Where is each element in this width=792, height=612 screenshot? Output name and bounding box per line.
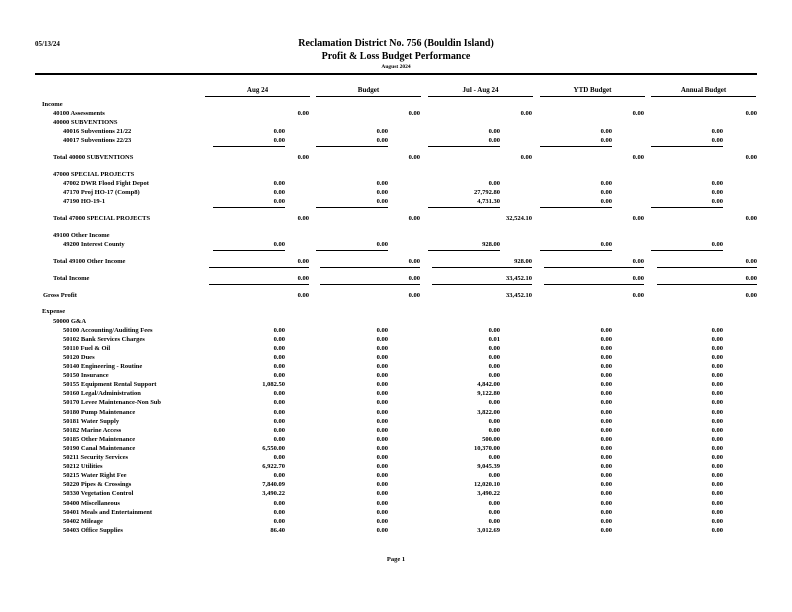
header-rule — [35, 73, 757, 75]
row-label: 50160 Legal/Administration — [63, 390, 141, 398]
row-label: 50170 Levee Maintenance-Non Sub — [63, 399, 162, 407]
row-value: 0.00 — [711, 526, 723, 534]
row-value: 9,045.39 — [477, 463, 500, 471]
column-header-underline — [205, 96, 310, 97]
row-value: 3,012.69 — [477, 526, 500, 534]
row-value: 0.00 — [273, 454, 285, 462]
row-value: 0.00 — [600, 454, 612, 462]
subtotal-underline — [209, 267, 309, 268]
row-value: 0.00 — [632, 257, 644, 265]
report-row — [0, 119, 792, 128]
row-label: 47002 DWR Flood Fight Depot — [63, 180, 149, 188]
subtotal-underline — [213, 250, 285, 251]
row-value: 0.00 — [376, 517, 388, 525]
row-value: 0.00 — [273, 435, 285, 443]
row-value: 0.00 — [376, 426, 388, 434]
row-value: 0.00 — [711, 499, 723, 507]
row-value: 0.00 — [600, 499, 612, 507]
row-label: 50180 Pump Maintenance — [63, 408, 136, 416]
row-value: 0.00 — [488, 128, 500, 136]
row-value: 0.00 — [600, 335, 612, 343]
subtotal-underline — [209, 284, 309, 285]
column-header-underline — [316, 96, 421, 97]
row-value: 0.00 — [376, 241, 388, 249]
row-value: 0.00 — [273, 472, 285, 480]
row-value: 33,452.10 — [506, 274, 532, 282]
row-value: 0.00 — [711, 198, 723, 206]
row-value: 0.00 — [745, 291, 757, 299]
row-value: 0.00 — [273, 363, 285, 371]
row-value: 0.00 — [600, 137, 612, 145]
row-value: 0.00 — [600, 189, 612, 197]
row-value: 0.00 — [711, 363, 723, 371]
row-value: 0.00 — [273, 408, 285, 416]
row-value: 0.00 — [376, 399, 388, 407]
row-value: 0.00 — [273, 372, 285, 380]
report-row — [0, 336, 792, 345]
report-row — [0, 481, 792, 490]
row-label: 50120 Dues — [63, 353, 95, 361]
row-label: 40100 Assessments — [53, 110, 105, 118]
row-value: 0.00 — [273, 390, 285, 398]
row-value: 0.00 — [376, 481, 388, 489]
report-row — [0, 463, 792, 472]
report-period: August 2024 — [381, 64, 411, 70]
row-value: 0.00 — [273, 499, 285, 507]
subtotal-underline — [213, 207, 285, 208]
row-value: 0.00 — [408, 215, 420, 223]
row-value: 0.01 — [488, 335, 500, 343]
row-value: 0.00 — [600, 490, 612, 498]
row-value: 86.40 — [270, 526, 285, 534]
row-value: 0.00 — [273, 180, 285, 188]
row-value: 0.00 — [376, 353, 388, 361]
row-value: 0.00 — [711, 463, 723, 471]
row-value: 0.00 — [488, 426, 500, 434]
subtotal-underline — [651, 207, 723, 208]
row-value: 0.00 — [632, 154, 644, 162]
row-value: 0.00 — [273, 137, 285, 145]
row-value: 0.00 — [297, 215, 309, 223]
row-value: 0.00 — [632, 291, 644, 299]
row-value: 500.00 — [482, 435, 500, 443]
row-value: 0.00 — [600, 435, 612, 443]
row-label: 50402 Mileage — [63, 517, 103, 525]
row-value: 0.00 — [711, 390, 723, 398]
row-value: 0.00 — [273, 399, 285, 407]
row-value: 0.00 — [408, 154, 420, 162]
report-row — [0, 154, 792, 163]
row-value: 0.00 — [600, 390, 612, 398]
row-value: 0.00 — [745, 215, 757, 223]
row-label: 50102 Bank Services Charges — [63, 335, 145, 343]
row-label: 47000 SPECIAL PROJECTS — [53, 171, 135, 179]
report-row — [0, 137, 792, 146]
row-value: 0.00 — [488, 399, 500, 407]
row-value: 0.00 — [297, 257, 309, 265]
column-header-jul-aug24: Jul - Aug 24 — [462, 86, 499, 94]
row-value: 0.00 — [600, 344, 612, 352]
subtotal-underline — [657, 267, 757, 268]
row-value: 0.00 — [376, 344, 388, 352]
row-value: 0.00 — [273, 241, 285, 249]
row-value: 0.00 — [600, 381, 612, 389]
report-row — [0, 436, 792, 445]
row-value: 0.00 — [376, 472, 388, 480]
subtotal-underline — [316, 207, 388, 208]
row-value: 0.00 — [273, 344, 285, 352]
report-date: 05/13/24 — [35, 40, 60, 48]
row-label: 50185 Other Maintenance — [63, 435, 136, 443]
report-row — [0, 445, 792, 454]
row-value: 3,490.22 — [477, 490, 500, 498]
row-value: 0.00 — [600, 463, 612, 471]
report-row — [0, 318, 792, 327]
row-value: 0.00 — [711, 517, 723, 525]
report-row — [0, 372, 792, 381]
report-row — [0, 189, 792, 198]
row-value: 0.00 — [600, 353, 612, 361]
column-header-underline — [428, 96, 533, 97]
row-value: 3,822.00 — [477, 408, 500, 416]
subtotal-underline — [428, 250, 500, 251]
row-value: 6,922.70 — [262, 463, 285, 471]
row-label: 49100 Other Income — [53, 232, 110, 240]
row-value: 0.00 — [600, 241, 612, 249]
subtotal-underline — [316, 250, 388, 251]
row-label: 50403 Office Supplies — [63, 526, 123, 534]
subtotal-underline — [428, 146, 500, 147]
report-row — [0, 427, 792, 436]
report-title: Profit & Loss Budget Performance — [321, 51, 471, 62]
subtotal-underline — [651, 250, 723, 251]
row-value: 0.00 — [600, 363, 612, 371]
row-value: 0.00 — [711, 444, 723, 452]
row-value: 0.00 — [488, 353, 500, 361]
row-label: Total 49100 Other Income — [53, 257, 126, 265]
row-label: Total 40000 SUBVENTIONS — [53, 154, 134, 162]
row-label: Income — [42, 101, 63, 108]
report-row — [0, 454, 792, 463]
report-row — [0, 110, 792, 119]
row-label: 50212 Utilities — [63, 463, 103, 471]
row-value: 0.00 — [376, 390, 388, 398]
row-value: 0.00 — [488, 454, 500, 462]
row-label: 50155 Equipment Rental Support — [63, 381, 157, 389]
row-value: 0.00 — [488, 363, 500, 371]
row-value: 0.00 — [488, 372, 500, 380]
row-value: 0.00 — [600, 481, 612, 489]
row-value: 0.00 — [745, 274, 757, 282]
report-row — [0, 215, 792, 224]
row-value: 0.00 — [600, 426, 612, 434]
row-label: 40017 Subventions 22/23 — [63, 137, 132, 145]
subtotal-underline — [540, 146, 612, 147]
row-value: 0.00 — [600, 408, 612, 416]
row-value: 0.00 — [488, 417, 500, 425]
row-value: 0.00 — [600, 508, 612, 516]
row-value: 0.00 — [376, 463, 388, 471]
page-number: Page 1 — [386, 556, 406, 563]
row-label: Total 47000 SPECIAL PROJECTS — [53, 215, 151, 223]
row-value: 0.00 — [376, 335, 388, 343]
row-value: 0.00 — [600, 517, 612, 525]
subtotal-underline — [428, 207, 500, 208]
report-row — [0, 345, 792, 354]
row-value: 0.00 — [376, 326, 388, 334]
report-row — [0, 363, 792, 372]
row-value: 9,122.80 — [477, 390, 500, 398]
subtotal-underline — [544, 267, 644, 268]
column-header-underline — [651, 96, 756, 97]
row-value: 0.00 — [711, 472, 723, 480]
report-row — [0, 381, 792, 390]
subtotal-underline — [540, 207, 612, 208]
row-value: 0.00 — [632, 215, 644, 223]
row-value: 0.00 — [600, 399, 612, 407]
report-row — [0, 308, 792, 317]
row-value: 0.00 — [711, 137, 723, 145]
row-value: 0.00 — [376, 363, 388, 371]
row-label: 50140 Engineering - Routine — [63, 363, 143, 371]
row-value: 4,731.30 — [477, 198, 500, 206]
row-value: 0.00 — [745, 154, 757, 162]
row-value: 0.00 — [520, 154, 532, 162]
column-header-ytd-budget: YTD Budget — [573, 86, 612, 94]
row-value: 0.00 — [488, 508, 500, 516]
row-label: Gross Profit — [43, 291, 77, 299]
row-value: 0.00 — [408, 291, 420, 299]
row-label: 50150 Insurance — [63, 372, 109, 380]
row-value: 0.00 — [745, 257, 757, 265]
row-value: 0.00 — [711, 128, 723, 136]
report-row — [0, 101, 792, 110]
row-value: 0.00 — [600, 198, 612, 206]
row-value: 0.00 — [273, 326, 285, 334]
row-value: 4,842.00 — [477, 381, 500, 389]
row-value: 928.00 — [514, 257, 532, 265]
report-row — [0, 180, 792, 189]
row-value: 33,452.10 — [506, 291, 532, 299]
report-row — [0, 409, 792, 418]
subtotal-underline — [213, 146, 285, 147]
row-value: 32,524.10 — [506, 215, 532, 223]
row-value: 0.00 — [711, 180, 723, 188]
row-label: 50330 Vegetation Control — [63, 490, 134, 498]
row-value: 928.00 — [482, 241, 500, 249]
row-value: 0.00 — [273, 426, 285, 434]
row-value: 0.00 — [273, 517, 285, 525]
row-value: 0.00 — [711, 326, 723, 334]
row-value: 0.00 — [273, 335, 285, 343]
report-row — [0, 399, 792, 408]
row-value: 0.00 — [600, 180, 612, 188]
row-value: 0.00 — [376, 137, 388, 145]
row-value: 0.00 — [711, 399, 723, 407]
row-value: 0.00 — [488, 344, 500, 352]
subtotal-underline — [540, 250, 612, 251]
row-value: 0.00 — [600, 472, 612, 480]
report-row — [0, 232, 792, 241]
row-label: 50181 Water Supply — [63, 417, 120, 425]
row-value: 10,370.00 — [474, 444, 500, 452]
subtotal-underline — [316, 146, 388, 147]
row-value: 0.00 — [273, 128, 285, 136]
row-value: 0.00 — [273, 198, 285, 206]
row-value: 0.00 — [600, 128, 612, 136]
row-value: 0.00 — [711, 508, 723, 516]
row-value: 0.00 — [297, 291, 309, 299]
report-row — [0, 418, 792, 427]
report-row — [0, 198, 792, 207]
subtotal-underline — [651, 146, 723, 147]
row-value: 0.00 — [408, 274, 420, 282]
row-value: 0.00 — [376, 499, 388, 507]
row-value: 0.00 — [600, 526, 612, 534]
row-value: 0.00 — [711, 335, 723, 343]
row-value: 0.00 — [273, 189, 285, 197]
row-value: 0.00 — [376, 454, 388, 462]
row-value: 0.00 — [376, 180, 388, 188]
subtotal-underline — [320, 284, 420, 285]
row-value: 0.00 — [632, 110, 644, 118]
row-value: 0.00 — [488, 517, 500, 525]
row-value: 0.00 — [297, 154, 309, 162]
row-value: 0.00 — [376, 508, 388, 516]
row-value: 0.00 — [711, 490, 723, 498]
row-value: 0.00 — [273, 353, 285, 361]
row-value: 0.00 — [488, 180, 500, 188]
row-value: 0.00 — [520, 110, 532, 118]
row-value: 0.00 — [711, 381, 723, 389]
report-row — [0, 258, 792, 267]
row-value: 0.00 — [600, 417, 612, 425]
row-value: 0.00 — [376, 417, 388, 425]
row-value: 0.00 — [408, 257, 420, 265]
report-row — [0, 509, 792, 518]
row-value: 0.00 — [711, 435, 723, 443]
row-value: 0.00 — [488, 472, 500, 480]
row-value: 0.00 — [376, 435, 388, 443]
row-value: 0.00 — [376, 526, 388, 534]
row-value: 0.00 — [297, 110, 309, 118]
row-label: Total Income — [53, 274, 90, 282]
column-header-underline — [540, 96, 645, 97]
subtotal-underline — [320, 267, 420, 268]
row-label: Expense — [42, 308, 66, 316]
row-value: 0.00 — [297, 274, 309, 282]
row-value: 0.00 — [711, 481, 723, 489]
row-label: 50190 Canal Maintenance — [63, 444, 136, 452]
row-label: 47170 Proj HO-17 (Comp8) — [63, 189, 140, 197]
row-value: 7,840.09 — [262, 481, 285, 489]
row-value: 0.00 — [711, 454, 723, 462]
row-value: 0.00 — [376, 408, 388, 416]
subtotal-underline — [657, 284, 757, 285]
row-value: 0.00 — [488, 326, 500, 334]
report-row — [0, 275, 792, 284]
row-value: 0.00 — [273, 417, 285, 425]
row-value: 0.00 — [711, 353, 723, 361]
report-row — [0, 472, 792, 481]
row-value: 0.00 — [632, 274, 644, 282]
row-label: 50400 Miscellaneous — [63, 499, 120, 507]
report-row — [0, 171, 792, 180]
row-label: 47190 HO-19-1 — [63, 198, 106, 206]
column-header-budget: Budget — [357, 86, 380, 94]
row-value: 0.00 — [745, 110, 757, 118]
subtotal-underline — [432, 267, 532, 268]
report-row — [0, 527, 792, 536]
row-value: 0.00 — [273, 508, 285, 516]
row-value: 0.00 — [376, 381, 388, 389]
subtotal-underline — [544, 284, 644, 285]
row-value: 0.00 — [376, 490, 388, 498]
row-value: 0.00 — [711, 408, 723, 416]
report-row — [0, 390, 792, 399]
row-label: 50211 Security Services — [63, 454, 128, 462]
report-row — [0, 292, 792, 301]
report-row — [0, 490, 792, 499]
row-value: 0.00 — [376, 372, 388, 380]
row-value: 0.00 — [711, 344, 723, 352]
row-value: 0.00 — [711, 417, 723, 425]
row-value: 0.00 — [600, 444, 612, 452]
row-label: 49200 Interest County — [63, 241, 125, 249]
report-row — [0, 518, 792, 527]
row-label: 50100 Accounting/Auditing Fees — [63, 326, 153, 334]
row-value: 0.00 — [376, 189, 388, 197]
row-value: 0.00 — [376, 198, 388, 206]
column-header-aug24: Aug 24 — [246, 86, 269, 94]
row-value: 0.00 — [408, 110, 420, 118]
row-value: 1,082.50 — [262, 381, 285, 389]
row-value: 0.00 — [488, 137, 500, 145]
organization-name: Reclamation District No. 756 (Bouldin Island) — [298, 38, 494, 49]
report-row — [0, 128, 792, 137]
row-value: 0.00 — [488, 499, 500, 507]
row-label: 50110 Fuel & Oil — [63, 344, 111, 352]
row-value: 27,792.80 — [474, 189, 500, 197]
row-value: 0.00 — [376, 444, 388, 452]
report-row — [0, 354, 792, 363]
row-value: 12,020.10 — [474, 481, 500, 489]
row-value: 0.00 — [711, 189, 723, 197]
row-label: 50182 Marine Access — [63, 426, 122, 434]
row-value: 0.00 — [711, 241, 723, 249]
report-row — [0, 327, 792, 336]
row-value: 6,550.00 — [262, 444, 285, 452]
row-label: 50215 Water Right Fee — [63, 472, 127, 480]
row-label: 40016 Subventions 21/22 — [63, 128, 132, 136]
row-label: 50401 Meals and Entertainment — [63, 508, 153, 516]
row-label: 40000 SUBVENTIONS — [53, 119, 118, 127]
row-value: 0.00 — [711, 372, 723, 380]
subtotal-underline — [432, 284, 532, 285]
row-label: 50220 Pipes & Crossings — [63, 481, 132, 489]
row-label: 50000 G&A — [53, 317, 87, 325]
row-value: 3,490.22 — [262, 490, 285, 498]
row-value: 0.00 — [600, 326, 612, 334]
column-header-annual-budget: Annual Budget — [680, 86, 727, 94]
row-value: 0.00 — [600, 372, 612, 380]
row-value: 0.00 — [376, 128, 388, 136]
report-row — [0, 500, 792, 509]
row-value: 0.00 — [711, 426, 723, 434]
report-row — [0, 241, 792, 250]
